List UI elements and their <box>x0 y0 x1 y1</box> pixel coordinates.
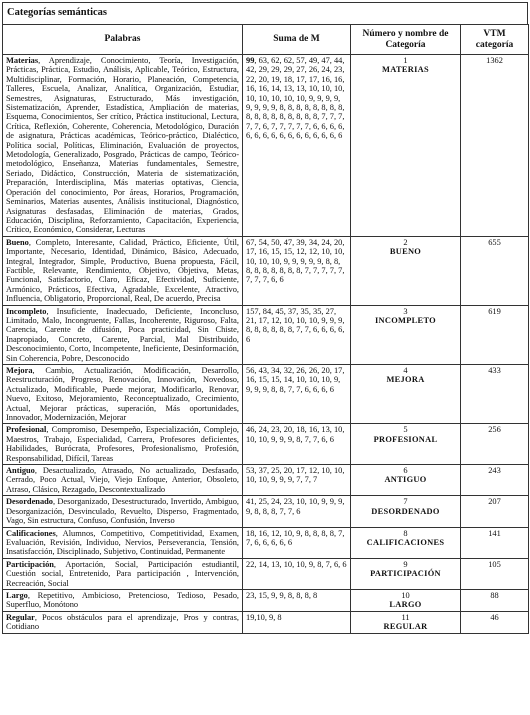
words-list: , Pocos obstáculos para el aprendizaje, Pros y contras, Cotidiano <box>6 612 239 632</box>
category-number: 7 <box>403 497 408 507</box>
table-body <box>3 55 529 634</box>
words-cell <box>3 465 243 496</box>
category-number: 10 <box>401 590 410 600</box>
category-number: 6 <box>403 466 408 476</box>
lead-word: Desordenado <box>6 497 53 507</box>
lead-word: Antiguo <box>6 466 35 476</box>
sum-cell <box>243 527 351 558</box>
category-cell <box>351 589 461 611</box>
category-name: BUENO <box>389 247 422 257</box>
sum-cell <box>243 589 351 611</box>
words-list: , Aprendizaje, Conocimiento, Teoría, Investigación, Prácticas, Práctica, Estudio, Análisis, Aplicable, Teórico, Estructura, Multidisciplinar, Formación, Horario, Planeación, Competencia, Talleres, Escuela, Analizar, Analítica, Organización, Estudiar, Semestres, Asignaturas, Estructurado, Más investigación, Sistematización, Aprender, Estadística, Ampliación de materias, Esquema, Conocimientos, Ser crítico, Práctica institucional, Lectura, Crítica, Reflexión, Coherente, Coherencia, Metodológico, Duración de asignatura, Prácticas académicas, Teórico-práctico, Dialéctico, Política social, Políticas, Eliminación, Evaluación de proyectos, Metodología, Generalizado, Posgrado, Prácticas de campo, Teórico-metodológico, Enseñanza, Materias fundamentales, Semestre, Seriado, Didáctico, Construcción, Materia de sistematización, Preparación, Interdisciplina, Más materias optativas, Ciencia, Operación del conocimiento, Por áreas, Horarios, Programación, Seminarios, Materias ausentes, Análisis institucional, Diagnóstico, Asignaturas desfasadas, Eliminación de materias, Grados, Educación, Disciplina, Reforzamiento, Capacitación, Experiencia, Crítico, Económico, Considerar, Lecturas <box>6 56 239 235</box>
category-name: CALIFICACIONES <box>366 537 445 547</box>
words-cell <box>3 305 243 364</box>
category-name: REGULAR <box>383 622 428 632</box>
table-row <box>3 527 529 558</box>
category-cell <box>351 558 461 589</box>
sum-cell <box>243 424 351 465</box>
words-list: , Aportación, Social, Participación estudiantil, Cuestión social, Entretenido, Para participación , Intervención, Recreación, Social <box>6 559 239 588</box>
category-number: 5 <box>403 425 408 435</box>
sum-values: 19,10, 9, 8 <box>246 612 282 622</box>
lead-word: Calificaciones <box>6 528 56 538</box>
category-cell <box>351 236 461 305</box>
sum-cell <box>243 558 351 589</box>
category-number: 3 <box>403 306 408 316</box>
words-cell <box>3 236 243 305</box>
words-cell <box>3 55 243 237</box>
category-number: 11 <box>401 612 410 622</box>
category-name: LARGO <box>389 600 422 610</box>
vtm-cell: 619 <box>461 305 529 364</box>
sum-values: 67, 54, 50, 47, 39, 34, 24, 20, 17, 16, 15, 15, 12, 12, 10, 10, 10, 10, 10, 9, 9, 9, 9, 9, 8, 8, 8, 8, 8, 8, 8, 8, 8, 7, 7, 7, 7, 7, 7, 7, 7, 6, 6 <box>246 237 345 285</box>
words-list: , Repetitivo, Ambicioso, Pretencioso, Tedioso, Pesado, Superfluo, Monótono <box>6 590 239 610</box>
table-header-row <box>3 25 529 55</box>
category-name: MATERIAS <box>382 65 429 75</box>
semantic-categories-table <box>2 24 529 634</box>
sum-values: 157, 84, 45, 37, 35, 35, 27, 21, 17, 12, 10, 10, 10, 9, 9, 9, 8, 8, 8, 8, 8, 8, 7, 7, 6, 6, 6, 6, 6 <box>246 306 345 344</box>
words-list: , Cambio, Actualización, Modificación, Desarrollo, Reestructuración, Progreso, Renovación, Innovación, Novedoso, Actualizado, Modificable, Puede mejorar, Modificarlo, Renovar, Nuevo, Exitoso, Mejoramiento, Reconceptualizado, Crecimiento, Actual, Mejorar prácticas, superación, Más oportunidades, Innovador, Modernización, Mejorar <box>6 366 239 423</box>
category-name: MEJORA <box>386 375 425 385</box>
category-name: PROFESIONAL <box>373 434 438 444</box>
words-list: , Compromiso, Desempeño, Especialización, Complejo, Maestros, Trabajo, Especialidad, Carrera, Profesores deficientes, Habilidades, Burócrata, Profesores, Profesionalismo, Profesión, Responsabilidad, Difícil, Tareas <box>6 425 239 463</box>
sum-values: 23, 15, 9, 9, 8, 8, 8, 8 <box>246 590 318 600</box>
words-list: , Alumnos, Competitivo, Competitividad, Examen, Evaluación, Revisión, Individuo, Nervios, Perseverancia, Tensión, Insatisfacción, Disciplinado, Subjetivo, Continuidad, Permanente <box>6 528 239 557</box>
words-list: , Desactualizado, Atrasado, No actualizado, Desfasado, Cerrado, Poco Actual, Viejo, Viejo Enfoque, Anterior, Obsoleto, Atraso, Clásico, Rezagado, Descontextualizado <box>6 466 239 494</box>
vtm-cell: 433 <box>461 365 529 424</box>
category-number: 9 <box>403 559 408 569</box>
words-cell <box>3 611 243 633</box>
category-cell <box>351 465 461 496</box>
vtm-cell: 141 <box>461 527 529 558</box>
sum-values: 18, 16, 12, 10, 9, 8, 8, 8, 8, 7, 7, 6, 6, 6, 6, 6 <box>246 528 345 547</box>
category-name: PARTICIPACIÓN <box>370 569 441 579</box>
table-row <box>3 55 529 237</box>
vtm-cell: 655 <box>461 236 529 305</box>
table-row <box>3 236 529 305</box>
category-cell <box>351 365 461 424</box>
table-row <box>3 589 529 611</box>
category-cell <box>351 305 461 364</box>
words-list: , Completo, Interesante, Calidad, Práctico, Eficiente, Útil, Importante, Necesario, Identidad, Dinámico, Básico, Adecuado, Integral, Integrador, Simple, Productivo, Buena propuesta, Fácil, Factible, Relevante, Rendimiento, Objetivo, Objetiva, Metas, Funcional, Satisfactorio, Claro, Eficaz, Efectividad, Suficiente, Armónico, Prácticos, Efectiva, Agradable, Excelente, Atractivo, Influencia, Obligatorio, Proporcional, Real, De acuerdo, Precisa <box>6 237 239 304</box>
vtm-cell: 46 <box>461 611 529 633</box>
table-row <box>3 496 529 527</box>
table-row <box>3 465 529 496</box>
sum-values: 56, 43, 34, 32, 26, 26, 20, 17, 16, 15, 15, 14, 10, 10, 10, 9, 9, 9, 9, 8, 8, 7, 7, 6, 6, 6, 6 <box>246 366 345 394</box>
words-cell <box>3 365 243 424</box>
vtm-cell: 256 <box>461 424 529 465</box>
words-cell <box>3 496 243 527</box>
header-vtm: VTM categoría <box>461 25 529 55</box>
category-cell <box>351 424 461 465</box>
sum-cell <box>243 611 351 633</box>
sum-cell <box>243 305 351 364</box>
vtm-cell: 88 <box>461 589 529 611</box>
table-row <box>3 424 529 465</box>
category-cell <box>351 496 461 527</box>
sum-cell <box>243 236 351 305</box>
table-row <box>3 305 529 364</box>
lead-word: Mejora <box>6 366 33 375</box>
words-list: , Insuficiente, Inadecuado, Deficiente, Inconcluso, Limitado, Malo, Incongruente, Fallas, Incoherente, Riguroso, Falta, Carencia, Carente de difusión, Poca practicidad, Sin Chiste, Inapropiado, Concreto, Carente, Parcial, Mal Distribuido, Desconocimiento, Corto, Incompetente, Ineficiente, Desinformación, Sin Coherencia, Pobre, Desconocido <box>6 306 239 363</box>
vtm-cell: 105 <box>461 558 529 589</box>
lead-word: Regular <box>6 612 35 622</box>
table-row <box>3 611 529 633</box>
sum-cell <box>243 365 351 424</box>
sum-cell <box>243 465 351 496</box>
vtm-cell: 243 <box>461 465 529 496</box>
words-list: , Desorganizado, Desestructurado, Invertido, Ambiguo, Desorganización, Desvinculado, Revuelto, Disperso, Fragmentado, Vago, Sin estructura, Confuso, Confusión, Inverso <box>6 497 239 526</box>
lead-word: Incompleto <box>6 306 47 316</box>
category-name: INCOMPLETO <box>374 315 436 325</box>
category-cell <box>351 527 461 558</box>
table-caption: Categorías semánticas <box>2 2 528 24</box>
sum-values: 41, 25, 24, 23, 10, 10, 9, 9, 9, 9, 8, 8, 8, 7, 7, 6 <box>246 497 345 516</box>
sum-values: 46, 24, 23, 20, 18, 16, 13, 10, 10, 10, 9, 9, 9, 8, 7, 7, 6, 6 <box>246 425 345 444</box>
vtm-cell: 1362 <box>461 55 529 237</box>
header-category: Número y nombre de Categoría <box>351 25 461 55</box>
words-cell <box>3 527 243 558</box>
header-sum: Suma de M <box>243 25 351 55</box>
lead-word: Profesional <box>6 425 47 435</box>
sum-values: , 63, 62, 62, 57, 49, 47, 44, 42, 29, 29, 29, 27, 26, 24, 23, 22, 20, 19, 18, 17, 17, 16, 16, 16, 16, 14, 13, 13, 10, 10, 10, 10, 10, 10, 10, 10, 9, 9, 9, 9, 9, 9, 9, 9, 8, 8, 8, 8, 8, 8, 8, 8, 8, 8, 8, 8, 8, 8, 8, 8, 8, 7, 7, 7, 7, 7, 6, 7, 7, 7, 7, 7, 6, 6, 6, 6, 6, 6, 6, 6, 6, 6, 6, 6, 6, 6, 6, 6 <box>246 56 345 141</box>
vtm-cell: 207 <box>461 496 529 527</box>
category-name: DESORDENADO <box>371 506 440 516</box>
sum-values: 53, 37, 25, 20, 17, 12, 10, 10, 10, 10, 9, 9, 9, 7, 7, 7 <box>246 466 345 485</box>
table-row <box>3 558 529 589</box>
category-number: 1 <box>403 56 408 65</box>
words-cell <box>3 589 243 611</box>
category-cell <box>351 55 461 237</box>
category-number: 2 <box>403 237 408 247</box>
sum-values: 22, 14, 13, 10, 10, 9, 8, 7, 6, 6 <box>246 559 347 569</box>
category-name: ANTIGUO <box>384 475 427 485</box>
category-number: 4 <box>403 366 408 375</box>
sum-lead: 99 <box>246 56 255 65</box>
lead-word: Materias <box>6 56 39 65</box>
sum-cell <box>243 55 351 237</box>
lead-word: Largo <box>6 590 28 600</box>
lead-word: Bueno <box>6 237 29 247</box>
header-words: Palabras <box>3 25 243 55</box>
lead-word: Participación <box>6 559 54 569</box>
category-cell <box>351 611 461 633</box>
words-cell <box>3 424 243 465</box>
words-cell <box>3 558 243 589</box>
table-row <box>3 365 529 424</box>
category-number: 8 <box>403 528 408 538</box>
sum-cell <box>243 496 351 527</box>
